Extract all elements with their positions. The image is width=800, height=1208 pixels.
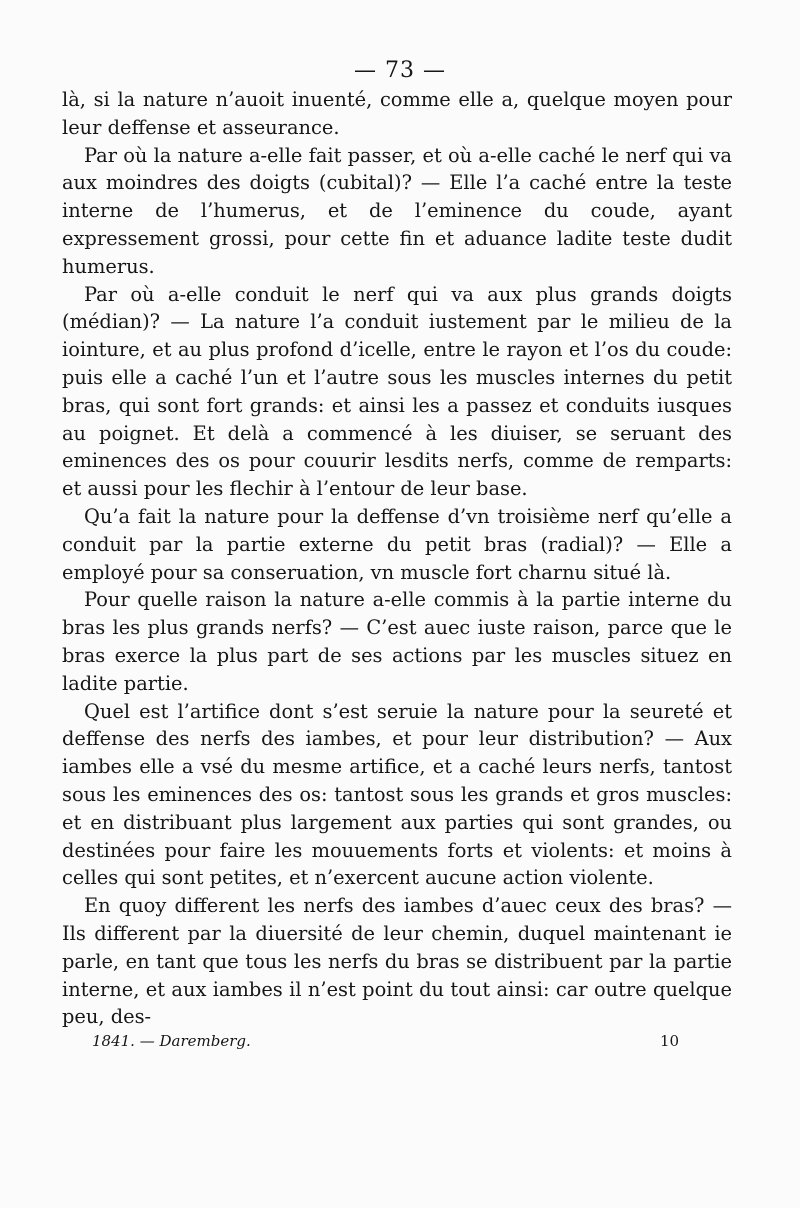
paragraph-5: Pour quelle raison la nature a-elle commis à la partie interne du bras les plus grands nerfs? — C’est auec iuste raison, parce que le bras exerce la plus part de ses actions par les muscles situez en ladite partie. (62, 588, 732, 695)
paragraph-2: Par où la nature a-elle fait passer, et où a-elle caché le nerf qui va aux moindres des doigts (cubital)? — Elle l’a caché entre la teste interne de l’humerus, et de l’eminence du coude, ayant expressement grossi, pour cette fin et aduance ladite teste dudit humerus. (62, 143, 732, 278)
paragraph-1: là, si la nature n’auoit inuenté, comme elle a, quelque moyen pour leur deffense et asseurance. (62, 88, 732, 139)
paragraph-4: Qu’a fait la nature pour la deffense d’vn troisième nerf qu’elle a conduit par la partie externe du petit bras (radial)? — Elle a employé pour sa conseruation, vn muscle fort charnu situé là. (62, 504, 732, 584)
sheet-number: 10 (660, 1032, 680, 1050)
paragraph-7: En quoy different les nerfs des iambes d’auec ceux des bras? — Ils different par la diuersité de leur chemin, duquel maintenant ie parle, en tant que tous les nerfs du bras se distribuent par la partie interne, et aux iambes il n’est point du tout ainsi: car outre quelque peu, des- (62, 894, 732, 1029)
paragraph-6: Quel est l’artifice dont s’est seruie la nature pour la seureté et deffense des nerfs des iambes, et pour leur distribution? — Aux iambes elle a vsé du mesme artifice, et a caché leurs nerfs, tantost sous les eminences des os: tantost sous les grands et gros muscles: et en distribuant plus largement aux parties qui sont grandes, ou destinées pour faire les mouuements forts et violents: et moins à celles qui sont petites, et n’exercent aucune action violente. (62, 699, 732, 890)
signature-mark: 1841. — Daremberg. (92, 1032, 251, 1050)
page-number: — 73 — (354, 58, 446, 83)
paragraph-3: Par où a-elle conduit le nerf qui va aux plus grands doigts (médian)? — La nature l’a conduit iustement par le milieu de la iointure, et au plus profond d’icelle, entre le rayon et l’os du coude: puis elle a caché l’un et l’autre sous les muscles internes du petit bras, qui sont fort grands: et ainsi les a passez et conduits iusques au poignet. Et delà a commencé à les diuiser, se seruant des eminences des os pour couurir lesdits nerfs, comme de remparts: et aussi pour les flechir à l’entour de leur base. (62, 282, 732, 501)
body-text (62, 86, 732, 1031)
